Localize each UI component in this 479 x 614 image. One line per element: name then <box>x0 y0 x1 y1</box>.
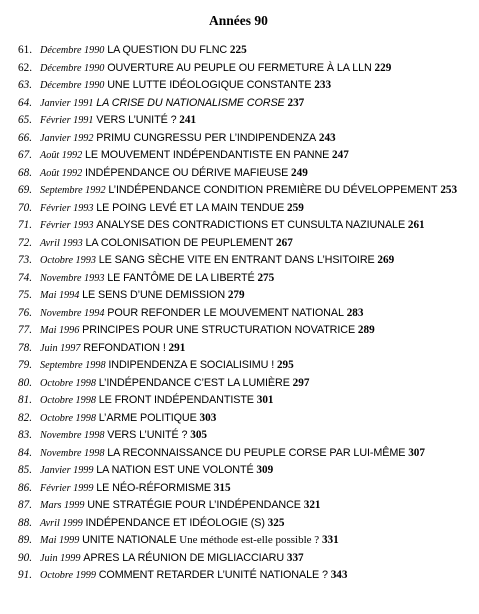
entry-date: Février 1993 <box>40 220 94 231</box>
entry-date: Juin 1997 <box>40 342 81 354</box>
entry-page-number: 233 <box>314 79 332 91</box>
entry-body <box>40 358 471 373</box>
entry-title: PRIMU CUNGRESSU PER L’INDIPENDENZA <box>96 131 317 144</box>
toc-entry <box>6 96 471 111</box>
toc-entry <box>6 306 471 321</box>
entry-number: 63. <box>18 79 32 91</box>
entry-title: UNITE NATIONALE <box>82 534 177 546</box>
toc-entry <box>6 61 471 76</box>
section-heading: Années 90 <box>209 13 268 28</box>
entry-number: 70. <box>18 201 32 214</box>
entry-number: 86. <box>18 481 32 494</box>
toc-entry <box>6 218 471 233</box>
entry-body <box>40 183 471 198</box>
entry-title: ANALYSE DES CONTRADICTIONS ET CUNSULTA NAZIUNALE <box>96 219 406 231</box>
entry-date: Février 1991 <box>40 115 94 126</box>
toc-entry <box>6 358 471 373</box>
entry-page-number: 229 <box>374 61 392 74</box>
entry-number: 81. <box>18 394 32 406</box>
entry-page-number: 243 <box>318 131 336 144</box>
entry-number: 66. <box>18 131 32 144</box>
entry-body <box>40 393 471 408</box>
entry-page-number: 237 <box>287 96 305 109</box>
entry-date: Novembre 1994 <box>40 307 105 319</box>
toc-entry <box>6 131 471 146</box>
entry-body <box>40 463 471 478</box>
entry-page-number: 309 <box>256 464 274 476</box>
toc-entry <box>6 411 471 426</box>
entry-subtitle: Une méthode est-elle possible ? <box>179 534 320 546</box>
entry-title: L’INDÉPENDANCE CONDITION PREMIÈRE DU DÉVELOPPEMENT <box>108 184 438 196</box>
entry-page-number: 249 <box>291 166 308 179</box>
entry-date: Octobre 1993 <box>40 255 96 266</box>
entry-title: INDIPENDENZA E SOCIALISIMU ! <box>108 359 275 371</box>
entry-number: 61. <box>18 44 32 56</box>
toc-entry <box>6 253 471 268</box>
entry-page-number: 241 <box>179 114 197 126</box>
entry-date: Octobre 1998 <box>40 412 96 424</box>
entry-title: L’INDÉPENDANCE C’EST LA LUMIÈRE <box>98 376 290 389</box>
entry-title: L’ARME POLITIQUE <box>98 411 197 424</box>
entry-title: LA NATION EST UNE VOLONTÉ <box>96 464 254 476</box>
toc-entry <box>6 568 471 583</box>
entry-date: Décembre 1990 <box>40 45 105 56</box>
entry-number: 67. <box>18 149 32 161</box>
entry-date: Septembre 1998 <box>40 360 106 371</box>
entry-number: 69. <box>18 184 32 196</box>
toc-entry <box>6 393 471 408</box>
entry-number: 73. <box>18 254 32 266</box>
entry-title: POUR REFONDER LE MOUVEMENT NATIONAL <box>107 306 344 319</box>
entry-page-number: 307 <box>408 446 425 459</box>
entry-page-number: 295 <box>276 359 294 371</box>
table-of-contents <box>6 43 471 583</box>
entry-date: Mai 1994 <box>40 290 80 301</box>
entry-page-number: 303 <box>199 411 217 424</box>
entry-date: Février 1993 <box>40 202 94 214</box>
entry-page-number: 297 <box>292 376 310 389</box>
entry-title: LA CRISE DU NATIONALISME CORSE <box>96 96 285 109</box>
entry-date: Février 1999 <box>40 482 94 494</box>
entry-page-number: 301 <box>256 394 274 406</box>
entry-number: 75. <box>18 289 32 301</box>
entry-number: 74. <box>18 271 32 284</box>
toc-entry <box>6 446 471 461</box>
toc-entry <box>6 551 471 566</box>
entry-date: Novembre 1998 <box>40 430 105 441</box>
entry-date: Avril 1999 <box>40 517 83 529</box>
entry-title: VERS L’UNITÉ ? <box>107 429 188 441</box>
entry-number: 84. <box>18 446 32 459</box>
entry-title: INDÉPENDANCE ET IDÉOLOGIE (S) <box>85 516 265 529</box>
toc-entry <box>6 341 471 356</box>
entry-body <box>40 323 471 338</box>
entry-page-number: 283 <box>346 306 364 319</box>
entry-page-number: 225 <box>229 44 247 56</box>
entry-page-number: 331 <box>321 534 339 546</box>
entry-body <box>40 498 471 513</box>
entry-number: 68. <box>18 166 32 179</box>
entry-page-number: 253 <box>440 184 458 196</box>
entry-title: LE NÉO-RÉFORMISME <box>96 481 211 494</box>
entry-title: LE POING LEVÉ ET LA MAIN TENDUE <box>96 201 285 214</box>
entry-body <box>40 236 471 251</box>
entry-number: 77. <box>18 324 32 336</box>
entry-body <box>40 428 471 443</box>
entry-title: INDÉPENDANCE OU DÉRIVE MAFIEUSE <box>84 166 289 179</box>
entry-number: 90. <box>18 551 32 564</box>
entry-number: 85. <box>18 464 32 476</box>
entry-date: Octobre 1998 <box>40 395 96 406</box>
entry-number: 79. <box>18 359 32 371</box>
entry-page-number: 289 <box>357 324 375 336</box>
entry-title: UNE LUTTE IDÉOLOGIQUE CONSTANTE <box>107 79 312 91</box>
entry-number: 80. <box>18 376 32 389</box>
entry-page-number: 279 <box>227 289 245 301</box>
entry-date: Juin 1999 <box>40 552 81 564</box>
entry-page-number: 267 <box>276 236 293 249</box>
entry-title: LE SANG SÈCHE VITE EN ENTRANT DANS L’HSITOIRE <box>98 254 375 266</box>
entry-body <box>40 271 471 286</box>
entry-page-number: 275 <box>257 271 275 284</box>
entry-body <box>40 288 471 303</box>
entry-date: Décembre 1990 <box>40 62 105 74</box>
entry-body <box>40 96 471 111</box>
entry-date: Avril 1993 <box>40 237 83 249</box>
entry-body <box>40 131 471 146</box>
entry-number: 83. <box>18 429 32 441</box>
toc-entry <box>6 498 471 513</box>
toc-entry <box>6 148 471 163</box>
entry-body <box>40 481 471 496</box>
entry-body <box>40 533 471 548</box>
entry-body <box>40 113 471 128</box>
entry-page-number: 305 <box>190 429 208 441</box>
entry-page-number: 269 <box>377 254 395 266</box>
toc-entry <box>6 516 471 531</box>
entry-number: 72. <box>18 236 32 249</box>
toc-entry <box>6 236 471 251</box>
entry-title: UNE STRATÉGIE POUR L’INDÉPENDANCE <box>87 499 301 511</box>
entry-number: 88. <box>18 516 32 529</box>
entry-page-number: 321 <box>303 499 321 511</box>
entry-title: VERS L’UNITÉ ? <box>96 114 177 126</box>
entry-number: 91. <box>18 569 32 581</box>
entry-body <box>40 78 471 93</box>
entry-body <box>40 166 471 181</box>
entry-number: 89. <box>18 534 32 546</box>
entry-date: Novembre 1998 <box>40 447 105 459</box>
entry-page-number: 337 <box>286 551 304 564</box>
entry-title: REFONDATION ! <box>83 341 166 354</box>
toc-entry <box>6 428 471 443</box>
entry-title: OUVERTURE AU PEUPLE OU FERMETURE À LA LLN <box>107 61 372 74</box>
entry-page-number: 247 <box>332 149 349 161</box>
entry-number: 78. <box>18 341 32 354</box>
entry-date: Mai 1996 <box>40 325 80 336</box>
entry-title: LE MOUVEMENT INDÉPENDANTISTE EN PANNE <box>84 149 330 161</box>
entry-body <box>40 218 471 233</box>
entry-page-number: 343 <box>330 569 348 581</box>
entry-date: Janvier 1999 <box>40 465 94 476</box>
entry-body <box>40 341 471 356</box>
entry-date: Janvier 1991 <box>40 97 94 109</box>
entry-title: APRES LA RÉUNION DE MIGLIACCIARU <box>83 551 285 564</box>
entry-number: 65. <box>18 114 32 126</box>
entry-date: Août 1992 <box>40 167 83 179</box>
toc-entry <box>6 271 471 286</box>
entry-date: Août 1992 <box>40 150 83 161</box>
entry-number: 76. <box>18 306 32 319</box>
entry-date: Mars 1999 <box>40 500 85 511</box>
entry-body <box>40 148 471 163</box>
entry-body <box>40 551 471 566</box>
entry-date: Octobre 1998 <box>40 377 96 389</box>
entry-body <box>40 61 471 76</box>
toc-entry <box>6 166 471 181</box>
entry-title: PRINCIPES POUR UNE STRUCTURATION NOVATRICE <box>82 324 356 336</box>
entry-number: 82. <box>18 411 32 424</box>
entry-number: 87. <box>18 499 32 511</box>
entry-title: LA QUESTION DU FLNC <box>107 44 228 56</box>
toc-entry <box>6 183 471 198</box>
toc-entry <box>6 481 471 496</box>
entry-page-number: 315 <box>213 481 231 494</box>
entry-body <box>40 201 471 216</box>
entry-page-number: 291 <box>168 341 186 354</box>
entry-title: LE SENS D’UNE DEMISSION <box>82 289 226 301</box>
entry-title: LE FRONT INDÉPENDANTISTE <box>98 394 254 406</box>
entry-page-number: 325 <box>267 516 285 529</box>
entry-title: LA RECONNAISSANCE DU PEUPLE CORSE PAR LUI-MÊME <box>107 446 406 459</box>
entry-date: Décembre 1990 <box>40 80 105 91</box>
toc-entry <box>6 113 471 128</box>
toc-entry <box>6 201 471 216</box>
entry-title: LE FANTÔME DE LA LIBERTÉ <box>107 271 255 284</box>
toc-entry <box>6 533 471 548</box>
entry-body <box>40 446 471 461</box>
entry-body <box>40 376 471 391</box>
entry-date: Septembre 1992 <box>40 185 106 196</box>
entry-body <box>40 516 471 531</box>
entry-title: COMMENT RETARDER L’UNITÉ NATIONALE ? <box>98 569 328 581</box>
toc-entry <box>6 43 471 58</box>
entry-body <box>40 253 471 268</box>
entry-date: Mai 1999 <box>40 535 80 546</box>
entry-body <box>40 43 471 58</box>
entry-body <box>40 411 471 426</box>
entry-number: 62. <box>18 61 32 74</box>
toc-entry <box>6 376 471 391</box>
entry-number: 71. <box>18 219 32 231</box>
entry-body <box>40 568 471 583</box>
entry-page-number: 259 <box>287 201 304 214</box>
entry-date: Janvier 1992 <box>40 132 94 144</box>
entry-date: Octobre 1999 <box>40 570 96 581</box>
toc-entry <box>6 78 471 93</box>
toc-entry <box>6 463 471 478</box>
entry-title: LA COLONISATION DE PEUPLEMENT <box>85 236 274 249</box>
toc-entry <box>6 288 471 303</box>
entry-date: Novembre 1993 <box>40 272 105 284</box>
entry-page-number: 261 <box>407 219 425 231</box>
entry-number: 64. <box>18 96 32 109</box>
entry-body <box>40 306 471 321</box>
toc-entry <box>6 323 471 338</box>
